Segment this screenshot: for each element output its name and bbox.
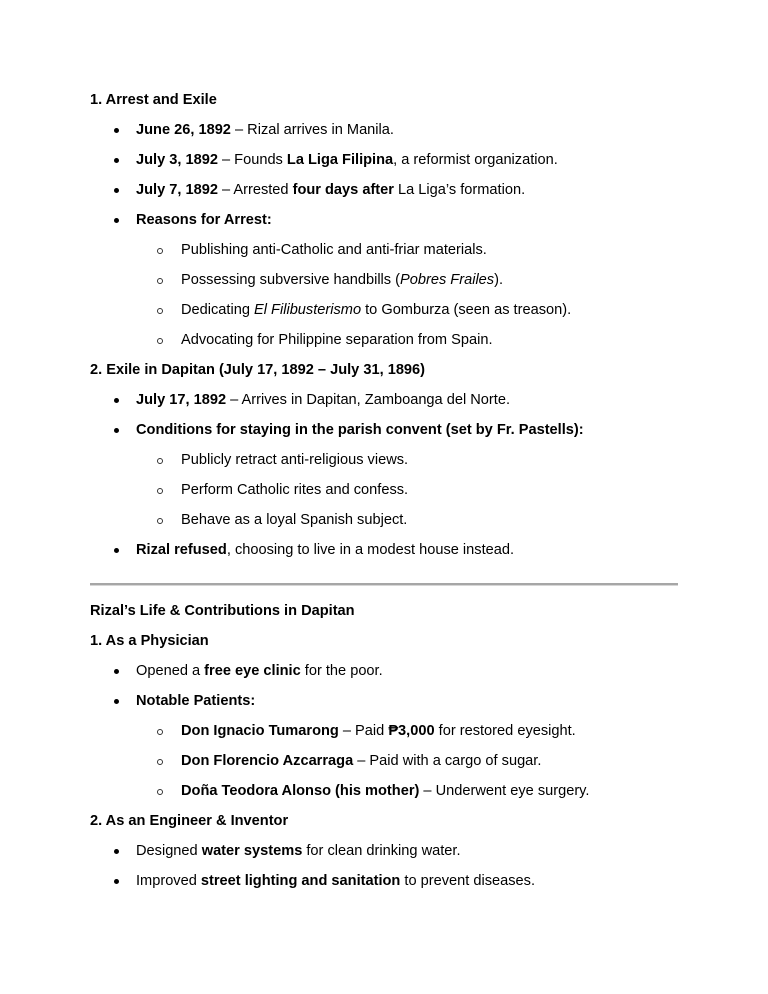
item-text: Dedicating — [181, 302, 255, 318]
sub-list-item: Publicly retract anti-religious views. — [181, 452, 409, 468]
sub-list-item — [181, 270, 503, 300]
section-heading-physician: 1. As a Physician — [90, 633, 209, 649]
circle-bullet-icon — [157, 759, 163, 765]
item-text: , a reformist organization. — [393, 152, 558, 168]
subheading-patients: Notable Patients: — [136, 693, 256, 709]
item-text: La Liga’s formation. — [393, 182, 526, 198]
list-item — [136, 120, 394, 150]
date-label: July 17, 1892 — [136, 392, 227, 408]
bullet-icon — [114, 218, 119, 223]
italic-title: Pobres Frailes — [400, 272, 495, 288]
circle-bullet-icon — [157, 789, 163, 795]
item-text: – Arrested — [217, 182, 293, 198]
bullet-icon — [114, 548, 119, 553]
circle-bullet-icon — [157, 518, 163, 524]
sub-list-item: Publishing anti-Catholic and anti-friar materials. — [181, 242, 487, 258]
part-title: Rizal’s Life & Contributions in Dapitan — [90, 603, 355, 619]
sub-list-item: Advocating for Philippine separation from Spain. — [181, 332, 493, 348]
bullet-icon — [114, 188, 119, 193]
item-text: for the poor. — [300, 663, 383, 679]
list-item — [136, 420, 584, 450]
item-text: Designed — [136, 843, 202, 859]
circle-bullet-icon — [157, 488, 163, 494]
item-text: for clean drinking water. — [302, 843, 461, 859]
date-label: June 26, 1892 — [136, 122, 231, 138]
sub-list-item — [181, 721, 576, 751]
item-text: – Founds — [217, 152, 287, 168]
list-item — [136, 150, 558, 180]
patient-name: Don Ignacio Tumarong — [181, 723, 339, 739]
patient-name: Doña Teodora Alonso (his mother) — [181, 783, 420, 799]
item-text: to Gomburza (seen as treason). — [361, 302, 572, 318]
circle-bullet-icon — [157, 729, 163, 735]
patient-name: Don Florencio Azcarraga — [181, 753, 354, 769]
list-item — [136, 661, 383, 691]
item-text: Improved — [136, 873, 201, 889]
bullet-icon — [114, 128, 119, 133]
item-text: – Underwent eye surgery. — [419, 783, 590, 799]
sub-list-item: Behave as a loyal Spanish subject. — [181, 512, 408, 528]
item-text: ). — [494, 272, 504, 288]
emphasis-text: four days after — [292, 182, 394, 198]
sub-list-item — [181, 300, 571, 330]
list-item — [136, 540, 514, 570]
item-text: – Paid with a cargo of sugar. — [353, 753, 542, 769]
item-text: , choosing to live in a modest house instead. — [226, 542, 515, 558]
item-text: to prevent diseases. — [400, 873, 536, 889]
section-heading-arrest: 1. Arrest and Exile — [90, 92, 217, 108]
sub-list-item — [181, 751, 541, 781]
emphasis-text: La Liga Filipina — [286, 152, 394, 168]
bullet-icon — [114, 158, 119, 163]
section-heading-engineer: 2. As an Engineer & Inventor — [90, 813, 289, 829]
bullet-icon — [114, 428, 119, 433]
bullet-icon — [114, 879, 119, 884]
date-label: July 7, 1892 — [136, 182, 218, 198]
emphasis-text: water systems — [201, 843, 303, 859]
payment-amount: ₱3,000 — [388, 723, 435, 739]
circle-bullet-icon — [157, 278, 163, 284]
item-text: – Paid — [338, 723, 389, 739]
circle-bullet-icon — [157, 308, 163, 314]
bullet-icon — [114, 669, 119, 674]
list-item — [136, 691, 255, 721]
sub-list-item — [181, 781, 589, 811]
list-item — [136, 871, 535, 901]
italic-title: El Filibusterismo — [254, 302, 362, 318]
bullet-icon — [114, 699, 119, 704]
emphasis-text: free eye clinic — [204, 663, 301, 679]
list-item — [136, 180, 525, 210]
circle-bullet-icon — [157, 248, 163, 254]
horizontal-divider — [90, 583, 678, 586]
item-text: for restored eyesight. — [434, 723, 576, 739]
list-item — [136, 390, 510, 420]
bullet-icon — [114, 398, 119, 403]
item-text: – Rizal arrives in Manila. — [230, 122, 394, 138]
item-text: – Arrives in Dapitan, Zamboanga del Norte. — [226, 392, 510, 408]
bullet-icon — [114, 849, 119, 854]
emphasis-text: street lighting and sanitation — [200, 873, 401, 889]
item-text: Opened a — [136, 663, 205, 679]
circle-bullet-icon — [157, 338, 163, 344]
section-heading-exile: 2. Exile in Dapitan (July 17, 1892 – July 31, 1896) — [90, 362, 426, 378]
sub-list-item: Perform Catholic rites and confess. — [181, 482, 409, 498]
date-label: July 3, 1892 — [136, 152, 218, 168]
circle-bullet-icon — [157, 458, 163, 464]
list-item — [136, 210, 272, 240]
item-text: Possessing subversive handbills ( — [181, 272, 401, 288]
list-item — [136, 841, 461, 871]
subheading-reasons: Reasons for Arrest: — [136, 212, 272, 228]
emphasis-text: Rizal refused — [136, 542, 227, 558]
subheading-conditions: Conditions for staying in the parish convent (set by Fr. Pastells): — [136, 422, 584, 438]
